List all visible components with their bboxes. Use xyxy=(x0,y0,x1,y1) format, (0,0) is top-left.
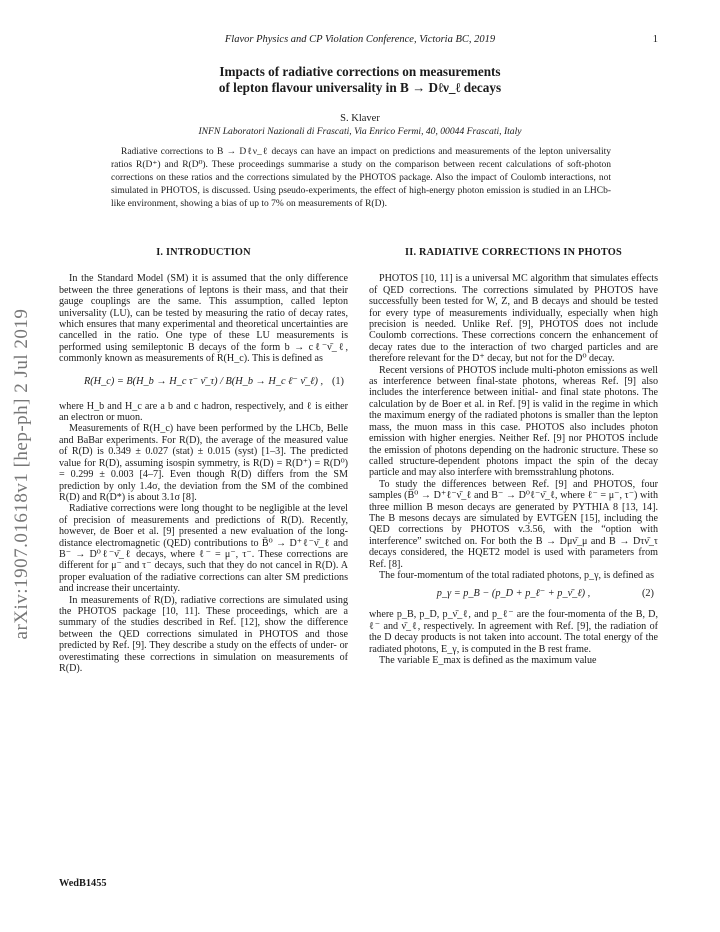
section-heading-radiative-corrections: II. RADIATIVE CORRECTIONS IN PHOTOS xyxy=(405,247,622,258)
photos-paragraph-2: Recent versions of PHOTOS include multi-photon emissions as well as interference between final-state photons, whereas Ref. [9] also includes the interference between initial- and final state photons. The calculation by de Boer et al. in Ref. [9] is valid in the regime in which the maximum energy of the radiated photons is smaller than the lepton mass, the muon mass in this case. PHOTOS also includes photon emission with higher energies. Neither Ref. [9] nor PHOTOS include the emission of photons depending on the hadronic structure. These so called structure-dependent photons impact the spin of the decay particle and may also interfere with bremsstrahlung photons. xyxy=(369,364,658,479)
intro-paragraph-2: where H_b and H_c are a b and c hadron, respectively, and ℓ is either an electron or muon. xyxy=(59,400,348,424)
equation-2-number: (2) xyxy=(641,588,654,600)
photos-paragraph-4: The four-momentum of the total radiated photons, p_γ, is defined as xyxy=(379,569,655,581)
intro-paragraph-4: Radiative corrections were long thought to be negligible at the level of precision of measurements and predictions of R(D). Recently, however, de Boer et al. [9] presented a new evaluation of the long-distance electromagnetic (QED) contributions to B̄⁰ → D⁺ℓ⁻ν̄_ℓ and B⁻ → D⁰ℓ⁻ν̄_ℓ decays, where ℓ⁻ = μ⁻, τ⁻. These corrections are different for μ⁻ and τ⁻ decays, such that they do not cancel in R(D). A proper evaluation of the radiative corrections can alter SM predictions and increase their uncertainty. xyxy=(59,503,348,595)
intro-paragraph-1: In the Standard Model (SM) it is assumed that the only difference between the three generations of leptons is their mass, and that their gauge couplings are the same. This assumption, called lepton universality (LU), can be tested by measuring the ratio of decay rates, which ensures that many experimental and theoretical uncertainties are cancelled in the ratio. One type of these LU measurements is performed using semileptonic B decays of the form b → cℓ⁻ν̄_ℓ, commonly known as measurements of R(H_c). This is defined as xyxy=(59,273,348,365)
page-number: 1 xyxy=(652,34,658,45)
intro-paragraph-5: In measurements of R(D), radiative corrections are simulated using the PHOTOS package [10, 11]. These proceedings, which are a summary of the studies described in Ref. [12], show the difference between the QED corrections simulated in PHOTOS and those predicted by Ref. [9]. They describe a study on the effects of under- or overestimating these corrections in simulation on measurements of R(D). xyxy=(59,594,348,674)
right-column xyxy=(369,247,658,666)
running-header xyxy=(0,34,720,48)
photos-paragraph-3: To study the differences between Ref. [9] and PHOTOS, four samples (B̄⁰ → D⁺ℓ⁻ν̄_ℓ and B⁻ → D⁰ℓ⁻ν̄_ℓ, where ℓ⁻ = μ⁻, τ⁻) with three million B meson decays are generated by PYTHIA 8 [13, 14]. The B mesons decays are simulated by EVTGEN [15], including the QED corrections by PHOTOS v.3.56, with the “option with interference” switched on. For both the B → Dμν̄_μ and B → Dτν̄_τ decays considered, the HQET2 model is used with parameters from Ref. [8]. xyxy=(369,478,658,570)
photos-paragraph-6: The variable E_max is defined as the maximum value xyxy=(379,655,597,666)
equation-2-body: p_γ = p_B − (p_D + p_ℓ⁻ + p_ν̄_ℓ) , xyxy=(436,588,591,600)
equation-2 xyxy=(369,584,658,606)
equation-1 xyxy=(59,368,348,398)
intro-paragraph-3: Measurements of R(H_c) have been performed by the LHCb, Belle and BaBar experiments. For R(D), the average of the measured value of R(D) is 0.349 ± 0.027 (stat) ± 0.015 (syst) [1–3]. The predicted value for R(D), assuming isospin symmetry, is R(D) = R(D⁺) = R(D⁰) = 0.299 ± 0.003 [4–7]. Even though R(D) differs from the SM prediction by only 1.4σ, the deviation from the SM of the combined R(D) and R(D*) is about 3.1σ [8]. xyxy=(59,423,348,503)
arxiv-identifier: arXiv:1907.01618v1 [hep-ph] 2 Jul 2019 xyxy=(11,308,32,640)
conference-name: Flavor Physics and CP Violation Conference, Victoria BC, 2019 xyxy=(224,34,496,45)
photos-paragraph-5: where p_B, p_D, p_ν̄_ℓ, and p_ℓ⁻ are the four-momenta of the B, D, ℓ⁻ and ν̄_ℓ, respectively. In agreement with Ref. [9], the radiation of the D decay products is not taken into account. The total energy of the radiated photons, E_γ, is computed in the B rest frame. xyxy=(369,609,658,655)
equation-1-number: (1) xyxy=(331,375,344,387)
left-column xyxy=(59,247,348,674)
abstract xyxy=(111,146,611,211)
photos-paragraph-1: PHOTOS [10, 11] is a universal MC algorithm that simulates effects of QED corrections. The corrections simulated by PHOTOS have successfully been tested for W, Z, and B decays and should be tested for every type of measurements individually, especially when high precision is needed. Unlike Ref. [9], PHOTOS does not include Coulomb corrections. These corrections concern the enhancement of decay rates due to the interaction of two charged particles and are therefore relevant for the D⁺ decay, but not for the D⁰ decay. xyxy=(369,273,658,365)
paper-title xyxy=(0,64,720,96)
section-heading-introduction: I. INTRODUCTION xyxy=(156,247,251,258)
title-line-2: of lepton flavour universality in B → Dℓν_ℓ decays xyxy=(218,80,502,95)
footer-label: WedB1455 xyxy=(59,878,107,889)
title-line-1: Impacts of radiative corrections on measurements xyxy=(219,64,501,79)
author-affiliation: INFN Laboratori Nazionali di Frascati, Via Enrico Fermi, 40, 00044 Frascati, Italy xyxy=(198,126,522,137)
author-name: S. Klaver xyxy=(340,113,380,124)
equation-1-body: R(H_c) = B(H_b → H_c τ⁻ ν̄_τ) / B(H_b → H_c ℓ⁻ ν̄_ℓ) , xyxy=(83,375,324,387)
abstract-text: Radiative corrections to B → Dℓν_ℓ decays can have an impact on predictions and measurements of the lepton universality ratios R(D⁺) and R(D⁰). These proceedings summarise a study on the comparison between recent calculations of soft-photon corrections on these ratios and the corrections simulated by the PHOTOS package. Also the impact of Coulomb interactions, not simulated in PHOTOS, is discussed. Using pseudo-experiments, the effect of high-energy photon emission is studied in an LHCb-like environment, showing a bias of up to 7% on measurements of R(D). xyxy=(111,147,611,209)
